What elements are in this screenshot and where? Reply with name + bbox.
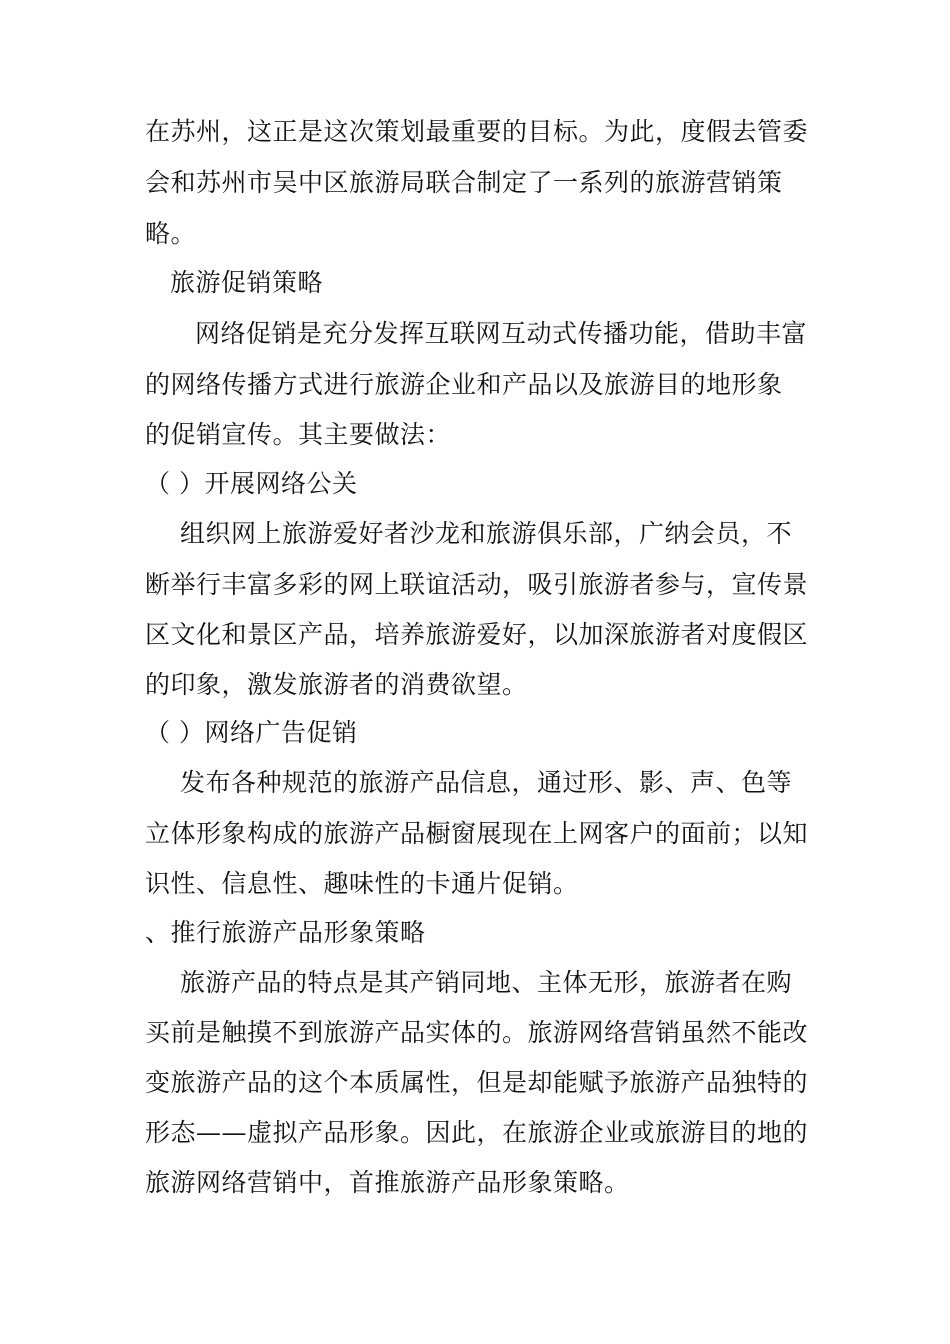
text-line: 网络促销是充分发挥互联网互动式传播功能，借助丰富: [195, 319, 808, 348]
text-line: 的网络传播方式进行旅游企业和产品以及旅游目的地形象: [145, 370, 783, 399]
text-line: 变旅游产品的这个本质属性，但是却能赋予旅游产品独特的: [145, 1068, 809, 1097]
text-line: 发布各种规范的旅游产品信息，通过形、影、声、色等: [180, 768, 793, 797]
text-line: 的促销宣传。其主要做法：: [145, 420, 452, 449]
text-line: 略。: [145, 219, 197, 248]
text-line: 旅游产品的特点是其产销同地、主体无形，旅游者在购: [180, 968, 793, 997]
text-line: 在苏州，这正是这次策划最重要的目标。为此，度假去管委: [145, 117, 809, 146]
section-heading: 、推行旅游产品形象策略: [145, 918, 426, 947]
text-line: 买前是触摸不到旅游产品实体的。旅游网络营销虽然不能改: [145, 1018, 809, 1047]
text-line: 的印象，激发旅游者的消费欲望。: [145, 670, 528, 699]
text-line: 区文化和景区产品，培养旅游爱好，以加深旅游者对度假区: [145, 620, 809, 649]
text-line: 断举行丰富多彩的网上联谊活动，吸引旅游者参与，宣传景: [145, 570, 809, 599]
text-line: 识性、信息性、趣味性的卡通片促销。: [145, 869, 579, 898]
section-heading: 旅游促销策略: [170, 268, 324, 297]
text-line: 旅游网络营销中，首推旅游产品形象策略。: [145, 1168, 630, 1197]
text-line: 组织网上旅游爱好者沙龙和旅游俱乐部，广纳会员，不: [180, 519, 793, 548]
text-line: 立体形象构成的旅游产品橱窗展现在上网客户的面前；以知: [145, 819, 809, 848]
subsection-heading: （ ）开展网络公关: [145, 469, 358, 498]
subsection-heading: （ ）网络广告促销: [145, 718, 358, 747]
text-line: 会和苏州市吴中区旅游局联合制定了一系列的旅游营销策: [145, 168, 783, 197]
text-line: 形态——虚拟产品形象。因此，在旅游企业或旅游目的地的: [145, 1118, 809, 1147]
